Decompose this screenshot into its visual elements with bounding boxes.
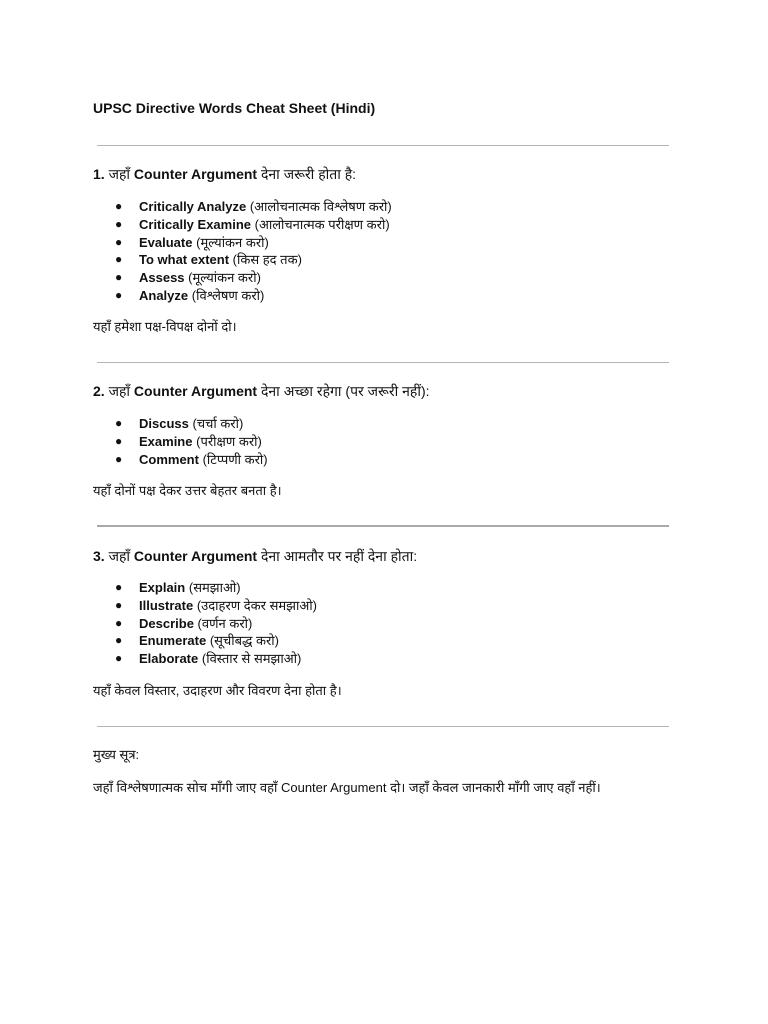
directive-hindi: (समझाओ)	[188, 580, 241, 595]
heading-prefix: जहाँ	[108, 383, 131, 399]
directive-hindi: (मूल्यांकन करो)	[188, 270, 261, 286]
list-item	[115, 415, 268, 433]
section-3-list	[115, 579, 317, 668]
directive-term: Discuss	[139, 416, 189, 431]
key-formula-text: जहाँ विश्लेषणात्मक सोच माँगी जाए वहाँ Counter Argument दो। जहाँ केवल जानकारी माँगी जाए वहाँ नहीं।	[93, 780, 601, 795]
list-item	[115, 216, 392, 234]
section-2-note: यहाँ दोनों पक्ष देकर उत्तर बेहतर बनता है।	[93, 483, 282, 498]
divider	[97, 726, 669, 727]
directive-hindi: (सूचीबद्ध करो)	[209, 633, 279, 649]
directive-term: Critically Analyze	[139, 199, 247, 214]
directive-term: Critically Examine	[139, 216, 251, 232]
section-1-heading	[93, 165, 356, 183]
directive-term: Evaluate	[139, 234, 193, 250]
divider	[97, 525, 669, 527]
bullet-icon: ●	[115, 597, 123, 612]
divider	[97, 362, 669, 363]
divider	[97, 145, 669, 146]
directive-hindi: (चर्चा करो)	[192, 416, 244, 431]
bullet-icon: ●	[115, 633, 123, 648]
list-item	[115, 632, 317, 650]
bullet-icon: ●	[115, 252, 123, 267]
list-item	[115, 234, 392, 252]
heading-suffix: देना जरूरी होता है:	[260, 166, 357, 182]
list-item	[115, 615, 317, 633]
directive-term: Enumerate	[139, 633, 207, 649]
document-title: UPSC Directive Words Cheat Sheet (Hindi)	[93, 100, 376, 116]
list-item	[115, 579, 317, 597]
list-item	[115, 287, 392, 305]
bullet-icon: ●	[115, 216, 123, 231]
directive-hindi: (परीक्षण करो)	[196, 433, 262, 449]
directive-term: Examine	[139, 433, 193, 449]
list-item	[115, 650, 317, 668]
key-formula-label: मुख्य सूत्र:	[93, 747, 140, 762]
bullet-icon: ●	[115, 234, 123, 249]
directive-term: To what extent	[139, 252, 230, 268]
directive-term: Analyze	[139, 287, 189, 303]
directive-term: Assess	[139, 270, 185, 286]
bullet-icon: ●	[115, 416, 123, 430]
directive-term: Comment	[139, 451, 199, 467]
heading-prefix: जहाँ	[108, 548, 131, 564]
heading-bold-term: Counter Argument	[133, 166, 258, 182]
bullet-icon: ●	[115, 270, 123, 285]
directive-hindi: (उदाहरण देकर समझाओ)	[196, 597, 317, 613]
section-3-heading	[93, 547, 417, 565]
directive-term: Describe	[139, 615, 194, 631]
directive-hindi: (टिप्पणी करो)	[202, 451, 268, 467]
section-3-note: यहाँ केवल विस्तार, उदाहरण और विवरण देना होता है।	[93, 683, 342, 698]
heading-suffix: देना अच्छा रहेगा (पर जरूरी नहीं):	[260, 383, 430, 399]
bullet-icon: ●	[115, 287, 123, 302]
section-1-list	[115, 198, 392, 305]
list-item	[115, 269, 392, 287]
directive-hindi: (वर्णन करो)	[197, 615, 253, 631]
bullet-icon: ●	[115, 451, 123, 466]
directive-hindi: (आलोचनात्मक परीक्षण करो)	[254, 216, 390, 232]
bullet-icon: ●	[115, 433, 123, 448]
heading-bold-term: Counter Argument	[133, 548, 258, 564]
directive-hindi: (विस्तार से समझाओ)	[201, 651, 302, 667]
directive-term: Illustrate	[139, 597, 194, 613]
directive-term: Elaborate	[139, 651, 199, 667]
directive-hindi: (किस हद तक)	[232, 252, 302, 268]
directive-hindi: (विश्लेषण करो)	[191, 287, 265, 303]
list-item	[115, 251, 392, 269]
list-item	[115, 451, 268, 469]
bullet-icon: ●	[115, 580, 123, 594]
section-number: 3.	[93, 548, 105, 564]
directive-hindi: (आलोचनात्मक विश्लेषण करो)	[249, 199, 392, 214]
section-2-list	[115, 415, 268, 468]
bullet-icon: ●	[115, 199, 123, 213]
bullet-icon: ●	[115, 651, 123, 666]
list-item	[115, 433, 268, 451]
section-number: 2.	[93, 383, 105, 399]
heading-suffix: देना आमतौर पर नहीं देना होता:	[260, 548, 418, 564]
section-2-heading	[93, 382, 430, 400]
heading-bold-term: Counter Argument	[133, 383, 258, 399]
section-1-note: यहाँ हमेशा पक्ष-विपक्ष दोनों दो।	[93, 319, 237, 334]
directive-term: Explain	[139, 580, 186, 595]
bullet-icon: ●	[115, 615, 123, 630]
list-item	[115, 198, 392, 216]
directive-hindi: (मूल्यांकन करो)	[196, 234, 269, 250]
list-item	[115, 597, 317, 615]
section-number: 1.	[93, 166, 105, 182]
heading-prefix: जहाँ	[108, 166, 131, 182]
